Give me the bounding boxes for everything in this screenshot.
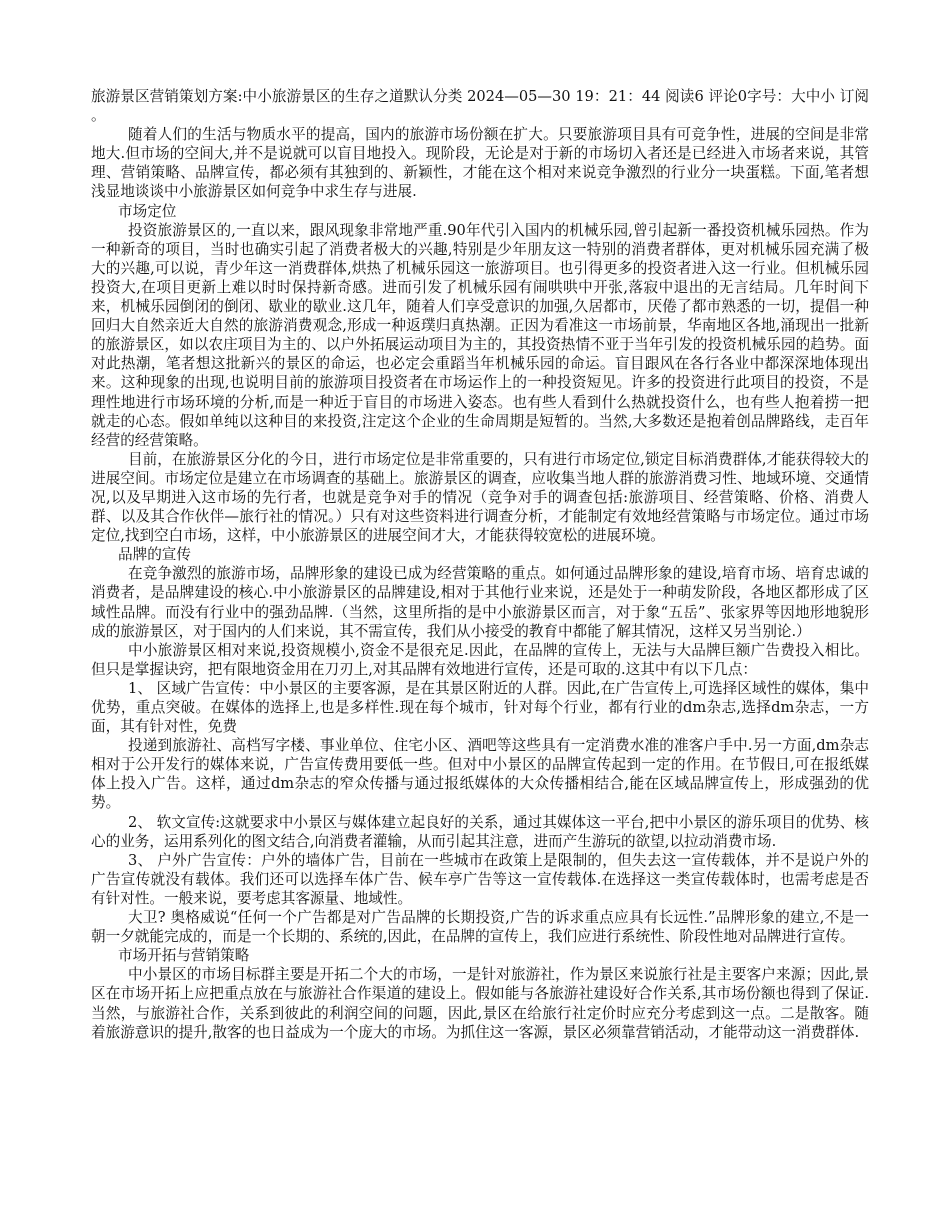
body-paragraph: 随着人们的生活与物质水平的提高，国内的旅游市场份额在扩大。只要旅游项目具有可竞争性，进展的空间是非常地大.但市场的空间大,并不是说就可以盲目地投入。现阶段，无论是对于新的市场切入者还是已经进入市场者来说，其管理、营销策略、品牌宣传，都必须有其独到的、新颖性，才能在这个相对来说竞争激烈的行业分一块蛋糕。下面,笔者想浅显地谈谈中小旅游景区如何竞争中求生存与进展.: [91, 126, 869, 201]
body-paragraph: 3、 户外广告宣传：户外的墙体广告，目前在一些城市在政策上是限制的，但失去这一宣传载体，并不是说户外的广告宣传就没有载体。我们还可以选择车体广告、候车亭广告等这一宣传载体.在选择这一类宣传载体时，也需考虑是否有针对性。一般来说，要考虑其客源量、地域性。: [91, 851, 869, 907]
body-paragraph: 中小景区的市场目标群主要是开拓二个大的市场，一是针对旅游社，作为景区来说旅行社是主要客户来源；因此,景区在市场开拓上应把重点放在与旅游社合作渠道的建设上。假如能与各旅游社建设好合作关系,其市场份额也得到了保证.当然，与旅游社合作，关系到彼此的利润空间的问题，因此,景区在给旅行社定价时应充分考虑到这一点。二是散客。随着旅游意识的提升,散客的也日益成为一个庞大的市场。为抓住这一客源，景区必须靠营销活动，才能带动这一消费群体.: [91, 966, 869, 1041]
section-heading: 市场定位: [118, 202, 177, 220]
body-paragraph: 大卫? 奥格威说“任何一个广告都是对广告品牌的长期投资,广告的诉求重点应具有长远性.”品牌形象的建立,不是一朝一夕就能完成的，而是一个长期的、系统的,因此，在品牌的宣传上，我们应进行系统性、阶段性地对品牌进行宣传。: [91, 909, 869, 946]
document-body: [91, 125, 869, 1042]
body-paragraph: 1、 区域广告宣传：中小景区的主要客源，是在其景区附近的人群。因此,在广告宣传上,可选择区域性的媒体，集中优势，重点突破。在媒体的选择上,也是多样性.现在每个城市，针对每个行业，都有行业的dm杂志,选择dm杂志，一方面，其有针对性，免费: [91, 679, 869, 736]
section-heading: 市场开拓与营销策略: [118, 947, 250, 965]
body-paragraph: 目前，在旅游景区分化的今日，进行市场定位是非常重要的，只有进行市场定位,锁定目标消费群体,才能获得较大的进展空间。市场定位是建立在市场调查的基础上。旅游景区的调查，应收集当地人群的旅游消费习性、地域环境、交通情况,以及早期进入这市场的先行者，也就是竞争对手的情况（竞争对手的调查包括:旅游项目、经营策略、价格、消费人群、以及其合作伙伴—旅行社的情况。）只有对这些资料进行调查分析，才能制定有效地经营策略与市场定位。通过市场定位,找到空白市场，这样，中小旅游景区的进展空间才大，才能获得较宽松的进展环境。: [91, 450, 869, 545]
body-paragraph: 2、 软文宣传:这就要求中小景区与媒体建立起良好的关系，通过其媒体这一平台,把中小景区的游乐项目的优势、核心的业务，运用系列化的图文结合,向消费者灌输，从而引起其注意，进而产生游玩的欲望,以拉动消费市场.: [91, 813, 869, 850]
body-paragraph: 在竞争激烈的旅游市场，品牌形象的建设已成为经营策略的重点。如何通过品牌形象的建设,培育市场、培育忠诚的消费者，是品牌建设的核心.中小旅游景区的品牌建设,相对于其他行业来说，还是处于一种萌发阶段，各地区都形成了区域性品牌。而没有行业中的强劲品牌.（当然，这里所指的是中小旅游景区而言，对于象“五岳”、张家界等因地形地貌形成的旅游景区，对于国内的人们来说，其不需宣传，我们从小接受的教育中都能了解其情况，这样又另当别论.）: [91, 565, 869, 640]
section-heading: 品牌的宣传: [118, 546, 191, 564]
document-header: 旅游景区营销策划方案:中小旅游景区的生存之道默认分类 2024—05—30 19：21：44 阅读6 评论0字号：大中小 订阅 。: [91, 88, 869, 125]
body-paragraph: 中小旅游景区相对来说,投资规模小,资金不是很充足.因此，在品牌的宣传上，无法与大品牌巨额广告费投入相比。但只是掌握诀窍，把有限地资金用在刀刃上,对其品牌有效地进行宣传，还是可取的.这其中有以下几点：: [91, 641, 869, 678]
body-paragraph: 投递到旅游社、高档写字楼、事业单位、住宅小区、酒吧等这些具有一定消费水准的准客户手中.另一方面,dm杂志相对于公开发行的媒体来说，广告宣传费用要低一些。但对中小景区的品牌宣传起到一定的作用。在节假日,可在报纸媒体上投入广告。这样，通过dm杂志的窄众传播与通过报纸媒体的大众传播相结合,能在区域品牌宣传上，形成强劲的优势。: [91, 737, 869, 812]
body-paragraph: 投资旅游景区的,一直以来，跟风现象非常地严重.90年代引入国内的机械乐园,曾引起新一番投资机械乐园热。作为一种新奇的项目，当时也确实引起了消费者极大的兴趣,特别是少年朋友这一特别的消费者群体，更对机械乐园充满了极大的兴趣,可以说，青少年这一消费群体,烘热了机械乐园这一旅游项目。也引得更多的投资者进入这一行业。但机械乐园投资大,在项目更新上难以时时保持新奇感。进而引发了机械乐园有闹哄哄中开张,落寂中退出的无言结局。几年时间下来，机械乐园倒闭的倒闭、歇业的歇业.这几年，随着人们享受意识的加强,久居都市，厌倦了都市熟悉的一切，提倡一种回归大自然亲近大自然的旅游消费观念,形成一种返璞归真热潮。正因为看准这一市场前景，华南地区各地,涌现出一批新的旅游景区，如以农庄项目为主的、以户外拓展运动项目为主的，其投资热情不亚于当年引发的投资机械乐园的趋势。面对此热潮，笔者想这批新兴的景区的命运，也必定会重蹈当年机械乐园的命运。盲目跟风在各行各业中都深深地体现出来。这种现象的出现,也说明目前的旅游项目投资者在市场运作上的一种投资短见。许多的投资进行此项目的投资，不是理性地进行市场环境的分析,而是一种近于盲目的市场进入姿态。也有些人看到什么热就投资什么，也有些人抱着捞一把就走的心态。假如单纯以这种目的来投资,注定这个企业的生命周期是短暂的。当然,大多数还是抱着创品牌路线，走百年经营的经营策略。: [91, 221, 869, 449]
document-page: [91, 87, 869, 1042]
